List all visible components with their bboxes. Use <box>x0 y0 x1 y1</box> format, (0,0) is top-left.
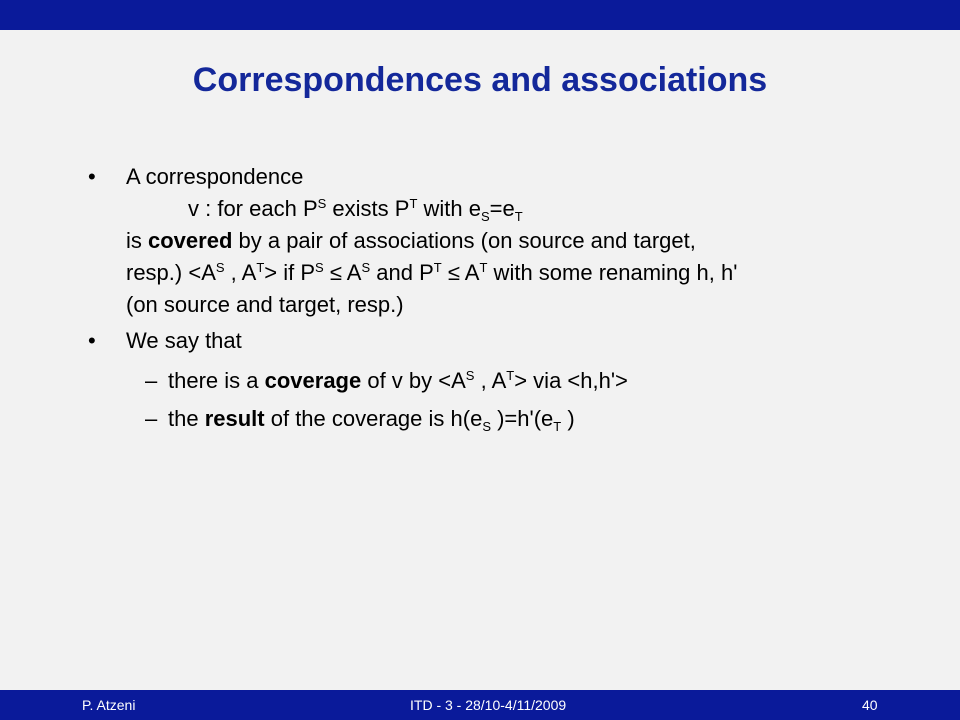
text-run: ) <box>561 406 575 431</box>
bullet-marker: • <box>88 164 96 189</box>
superscript: T <box>479 260 488 275</box>
superscript: S <box>317 196 327 211</box>
text-run: and P <box>370 260 434 285</box>
text-run: of the coverage is h(e <box>264 406 483 431</box>
bullet-1-line-3 <box>126 228 696 254</box>
text-run: > if P <box>264 260 316 285</box>
superscript: S <box>361 260 371 275</box>
slide-title: Correspondences and associations <box>192 61 768 99</box>
text-run: by a pair of associations (on source and target, <box>232 228 696 253</box>
footer-bar <box>0 690 960 720</box>
subscript: T <box>553 419 562 434</box>
superscript: T <box>506 368 515 383</box>
text-run: > via <h,h'> <box>514 368 628 393</box>
text-run: the <box>168 406 205 431</box>
page-number: 40 <box>862 697 878 713</box>
text-run: =e <box>489 196 515 221</box>
superscript: T <box>433 260 442 275</box>
text-run: ≤ A <box>441 260 480 285</box>
bullet-1-line-4 <box>126 260 737 286</box>
emphasis-coverage: coverage <box>264 368 362 393</box>
bullet-1-line-5: (on source and target, resp.) <box>126 292 404 317</box>
emphasis-result: result <box>204 406 265 431</box>
subscript: T <box>514 209 523 224</box>
text-run: v : for each P <box>188 196 318 221</box>
text-run: there is a <box>168 368 265 393</box>
dash-marker: – <box>145 368 158 393</box>
footer-author: P. Atzeni <box>82 697 136 713</box>
text-run: , A <box>224 260 257 285</box>
bullet-2-text: We say that <box>126 328 242 353</box>
text-run: with e <box>417 196 481 221</box>
text-run: , A <box>474 368 507 393</box>
superscript: S <box>215 260 225 275</box>
sub-bullet-coverage <box>168 368 628 394</box>
text-run: resp.) <A <box>126 260 216 285</box>
bullet-marker: • <box>88 328 96 353</box>
text-run: of v by <A <box>361 368 466 393</box>
text-run: ≤ A <box>323 260 362 285</box>
emphasis-covered: covered <box>148 228 233 253</box>
superscript: T <box>409 196 418 211</box>
superscript: T <box>256 260 265 275</box>
footer-course: ITD - 3 - 28/10-4/11/2009 <box>410 697 567 713</box>
subscript: S <box>482 419 491 434</box>
text-run: exists P <box>326 196 410 221</box>
bullet-1-intro: A correspondence <box>126 164 304 189</box>
dash-marker: – <box>145 406 158 431</box>
correspondence-definition <box>188 196 523 222</box>
text-run: is <box>126 228 148 253</box>
sub-bullet-result <box>168 406 575 432</box>
subscript: S <box>480 209 490 224</box>
text-run: with some renaming h, h' <box>487 260 738 285</box>
superscript: S <box>465 368 475 383</box>
superscript: S <box>315 260 324 275</box>
text-run: )=h'(e <box>490 406 554 431</box>
